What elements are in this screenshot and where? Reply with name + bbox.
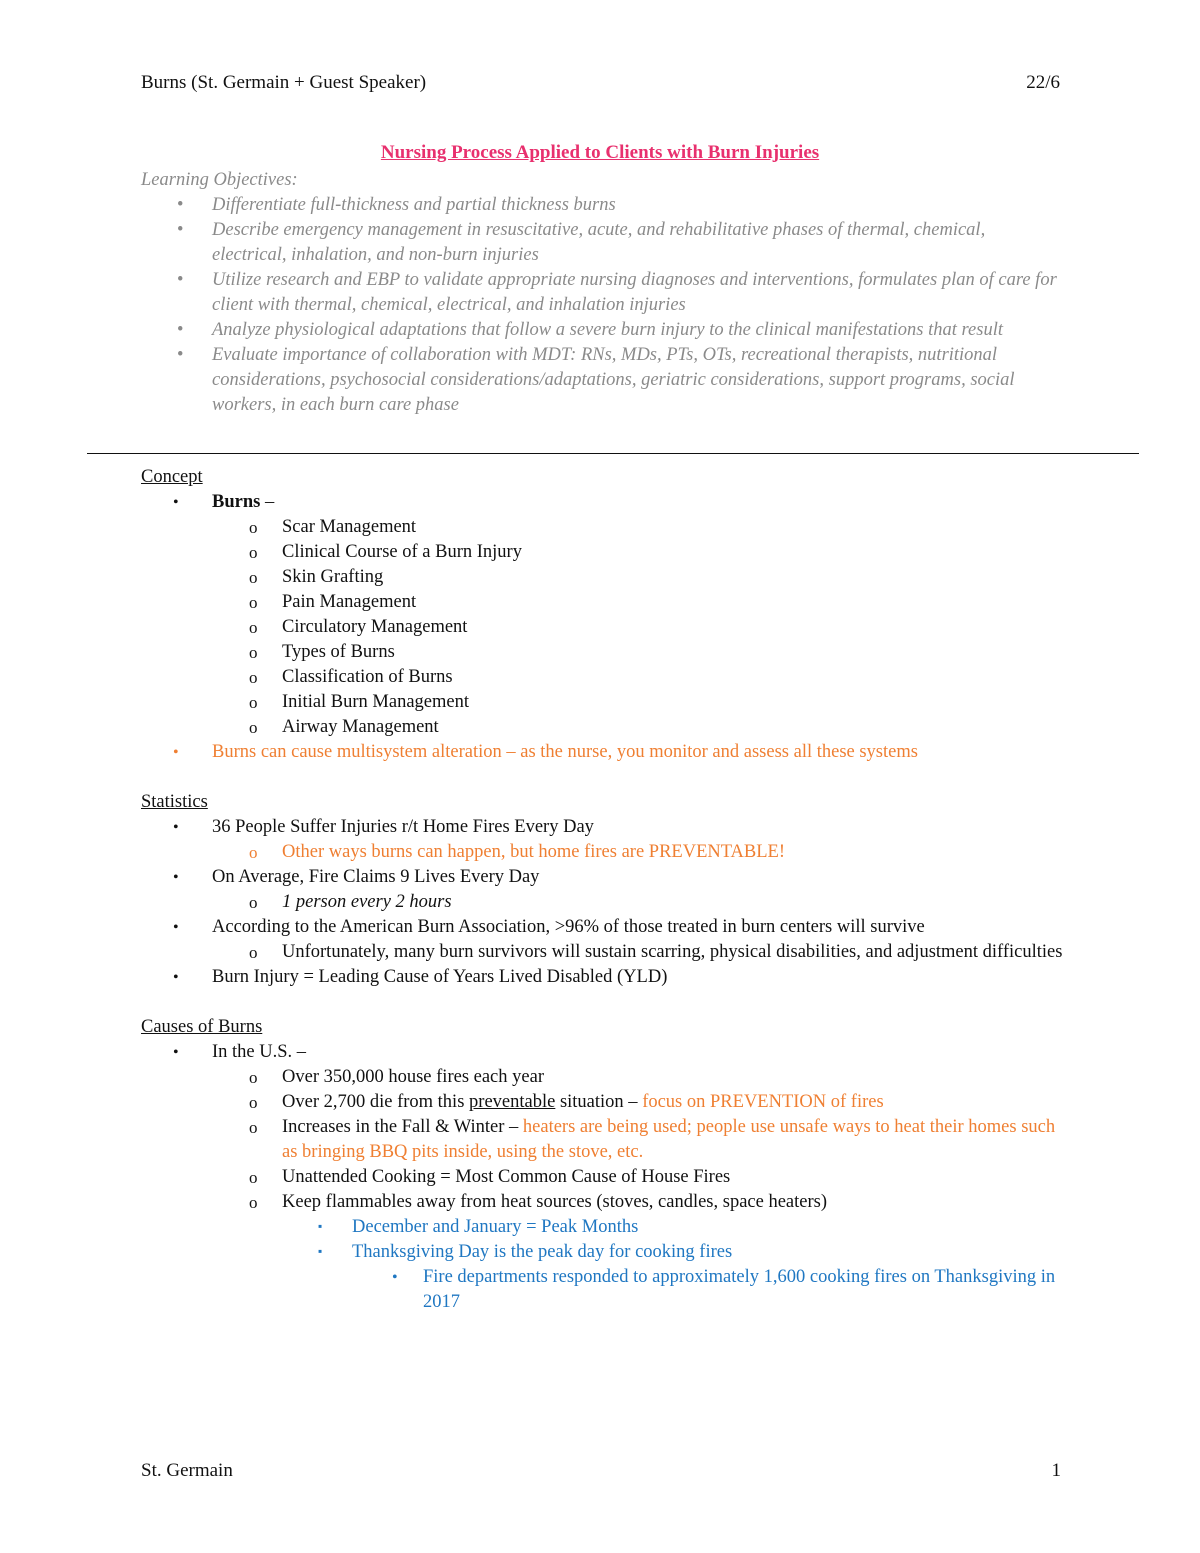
list-item: • Fire departments responded to approximately 1,600 cooking fires on Thanksgiving in 2017 — [392, 1267, 1056, 1312]
page-number: 1 — [1051, 1460, 1061, 1481]
statistics-list — [141, 815, 1071, 840]
circle-bullet-icon: o — [249, 668, 258, 687]
notes-body — [141, 465, 1071, 1315]
list-item: o Clinical Course of a Burn Injury — [141, 540, 1071, 565]
bullet-icon: • — [173, 919, 179, 936]
list-item: • Burns – — [141, 490, 1071, 515]
list-item: o Types of Burns — [141, 640, 1071, 665]
concept-sub-list — [141, 515, 1071, 740]
square-bullet-icon: ▪ — [318, 1219, 323, 1233]
concept-note-list — [141, 740, 1071, 765]
circle-bullet-icon: o — [249, 1193, 258, 1212]
causes-level4-list — [141, 1265, 1071, 1315]
list-item: o Unfortunately, many burn survivors will sustain scarring, physical disabilities, and adjustment difficulties — [141, 940, 1071, 965]
bullet-icon: • — [177, 320, 184, 340]
objective-item: • Utilize research and EBP to validate appropriate nursing diagnoses and interventions, formulates plan of care for client with thermal, chemical, electrical, and inhalation injuries — [177, 270, 1057, 315]
page-title: Nursing Process Applied to Clients with Burn Injuries — [380, 142, 820, 163]
header-date: 22/6 — [1026, 72, 1060, 93]
list-item: o Pain Management — [141, 590, 1071, 615]
objective-item: • Analyze physiological adaptations that follow a severe burn injury to the clinical manifestations that result — [141, 318, 1061, 343]
circle-bullet-icon: o — [249, 1068, 258, 1087]
list-item: o Unattended Cooking = Most Common Cause of House Fires — [141, 1165, 1071, 1190]
list-item: o Scar Management — [141, 515, 1071, 540]
circle-bullet-icon: o — [249, 1168, 258, 1187]
list-item: o Initial Burn Management — [141, 690, 1071, 715]
list-item: ▪ December and January = Peak Months — [141, 1215, 1071, 1240]
circle-bullet-icon: o — [249, 618, 258, 637]
bullet-icon: • — [392, 1269, 398, 1286]
bullet-icon: • — [177, 220, 184, 240]
section-heading-concept: Concept — [141, 467, 203, 487]
objective-item: • Evaluate importance of collaboration with MDT: RNs, MDs, PTs, OTs, recreational therapists, nutritional considerations, psychosocial considerations/adaptations, geriatric considerations, support programs, social workers, in each burn care phase — [177, 345, 1015, 415]
circle-bullet-icon: o — [249, 893, 258, 912]
circle-bullet-icon: o — [249, 943, 258, 962]
list-item: • Burns can cause multisystem alteration – as the nurse, you monitor and assess all these systems — [141, 740, 1071, 765]
list-item: o Over 2,700 die from this preventable situation – focus on PREVENTION of fires — [141, 1090, 1071, 1115]
list-item: o Other ways burns can happen, but home fires are PREVENTABLE! — [141, 840, 1071, 865]
statistics-list — [141, 865, 1071, 890]
list-item: o Classification of Burns — [141, 665, 1071, 690]
circle-bullet-icon: o — [249, 1118, 258, 1137]
bullet-icon: • — [173, 869, 179, 886]
list-item: • Burn Injury = Leading Cause of Years Lived Disabled (YLD) — [141, 965, 1071, 990]
circle-bullet-icon: o — [249, 693, 258, 712]
statistics-list — [141, 965, 1071, 990]
horizontal-divider — [87, 453, 1139, 454]
objective-item: • Differentiate full-thickness and partial thickness burns — [141, 193, 1061, 218]
footer-author: St. Germain — [141, 1460, 233, 1481]
learning-objectives-heading: Learning Objectives: — [141, 170, 298, 190]
bullet-icon: • — [177, 270, 184, 290]
list-item: • 36 People Suffer Injuries r/t Home Fires Every Day — [141, 815, 1071, 840]
list-item: • According to the American Burn Association, >96% of those treated in burn centers will survive — [141, 915, 1071, 940]
section-heading-statistics: Statistics — [141, 792, 208, 812]
statistics-sub-list — [141, 940, 1071, 965]
list-item: • In the U.S. – — [141, 1040, 1071, 1065]
bullet-icon: • — [173, 744, 179, 761]
bullet-icon: • — [173, 1044, 179, 1061]
statistics-list — [141, 915, 1071, 940]
causes-list — [141, 1040, 1071, 1065]
bullet-icon: • — [173, 494, 179, 511]
bullet-icon: • — [177, 195, 184, 215]
bullet-icon: • — [173, 969, 179, 986]
header-title: Burns (St. Germain + Guest Speaker) — [141, 72, 427, 93]
circle-bullet-icon: o — [249, 1093, 258, 1112]
list-item: o Increases in the Fall & Winter – heaters are being used; people use unsafe ways to heat their homes such as bringing BBQ pits inside, using the stove, etc. — [249, 1117, 1056, 1162]
burns-label: Burns — [212, 492, 261, 512]
bullet-icon: • — [177, 345, 184, 365]
learning-objectives-list — [141, 193, 1061, 418]
circle-bullet-icon: o — [249, 643, 258, 662]
circle-bullet-icon: o — [249, 543, 258, 562]
square-bullet-icon: ▪ — [318, 1244, 323, 1258]
causes-sub-sub-list — [141, 1215, 1071, 1265]
circle-bullet-icon: o — [249, 843, 258, 862]
list-item: o Airway Management — [141, 715, 1071, 740]
circle-bullet-icon: o — [249, 593, 258, 612]
list-item: • On Average, Fire Claims 9 Lives Every Day — [141, 865, 1071, 890]
statistics-sub-list — [141, 890, 1071, 915]
concept-list — [141, 490, 1071, 515]
objective-item: • Describe emergency management in resuscitative, acute, and rehabilitative phases of thermal, chemical, electrical, inhalation, and non-burn injuries — [177, 220, 986, 265]
circle-bullet-icon: o — [249, 568, 258, 587]
bullet-icon: • — [173, 819, 179, 836]
learning-objectives — [141, 168, 1061, 418]
list-item: o Circulatory Management — [141, 615, 1071, 640]
list-item: o 1 person every 2 hours — [141, 890, 1071, 915]
section-heading-causes: Causes of Burns — [141, 1017, 263, 1037]
circle-bullet-icon: o — [249, 718, 258, 737]
list-item: o Skin Grafting — [141, 565, 1071, 590]
list-item: o Keep flammables away from heat sources (stoves, candles, space heaters) — [141, 1190, 1071, 1215]
list-item: ▪ Thanksgiving Day is the peak day for cooking fires — [141, 1240, 1071, 1265]
causes-sub-list — [141, 1065, 1071, 1215]
circle-bullet-icon: o — [249, 518, 258, 537]
statistics-sub-list — [141, 840, 1071, 865]
list-item: o Over 350,000 house fires each year — [141, 1065, 1071, 1090]
